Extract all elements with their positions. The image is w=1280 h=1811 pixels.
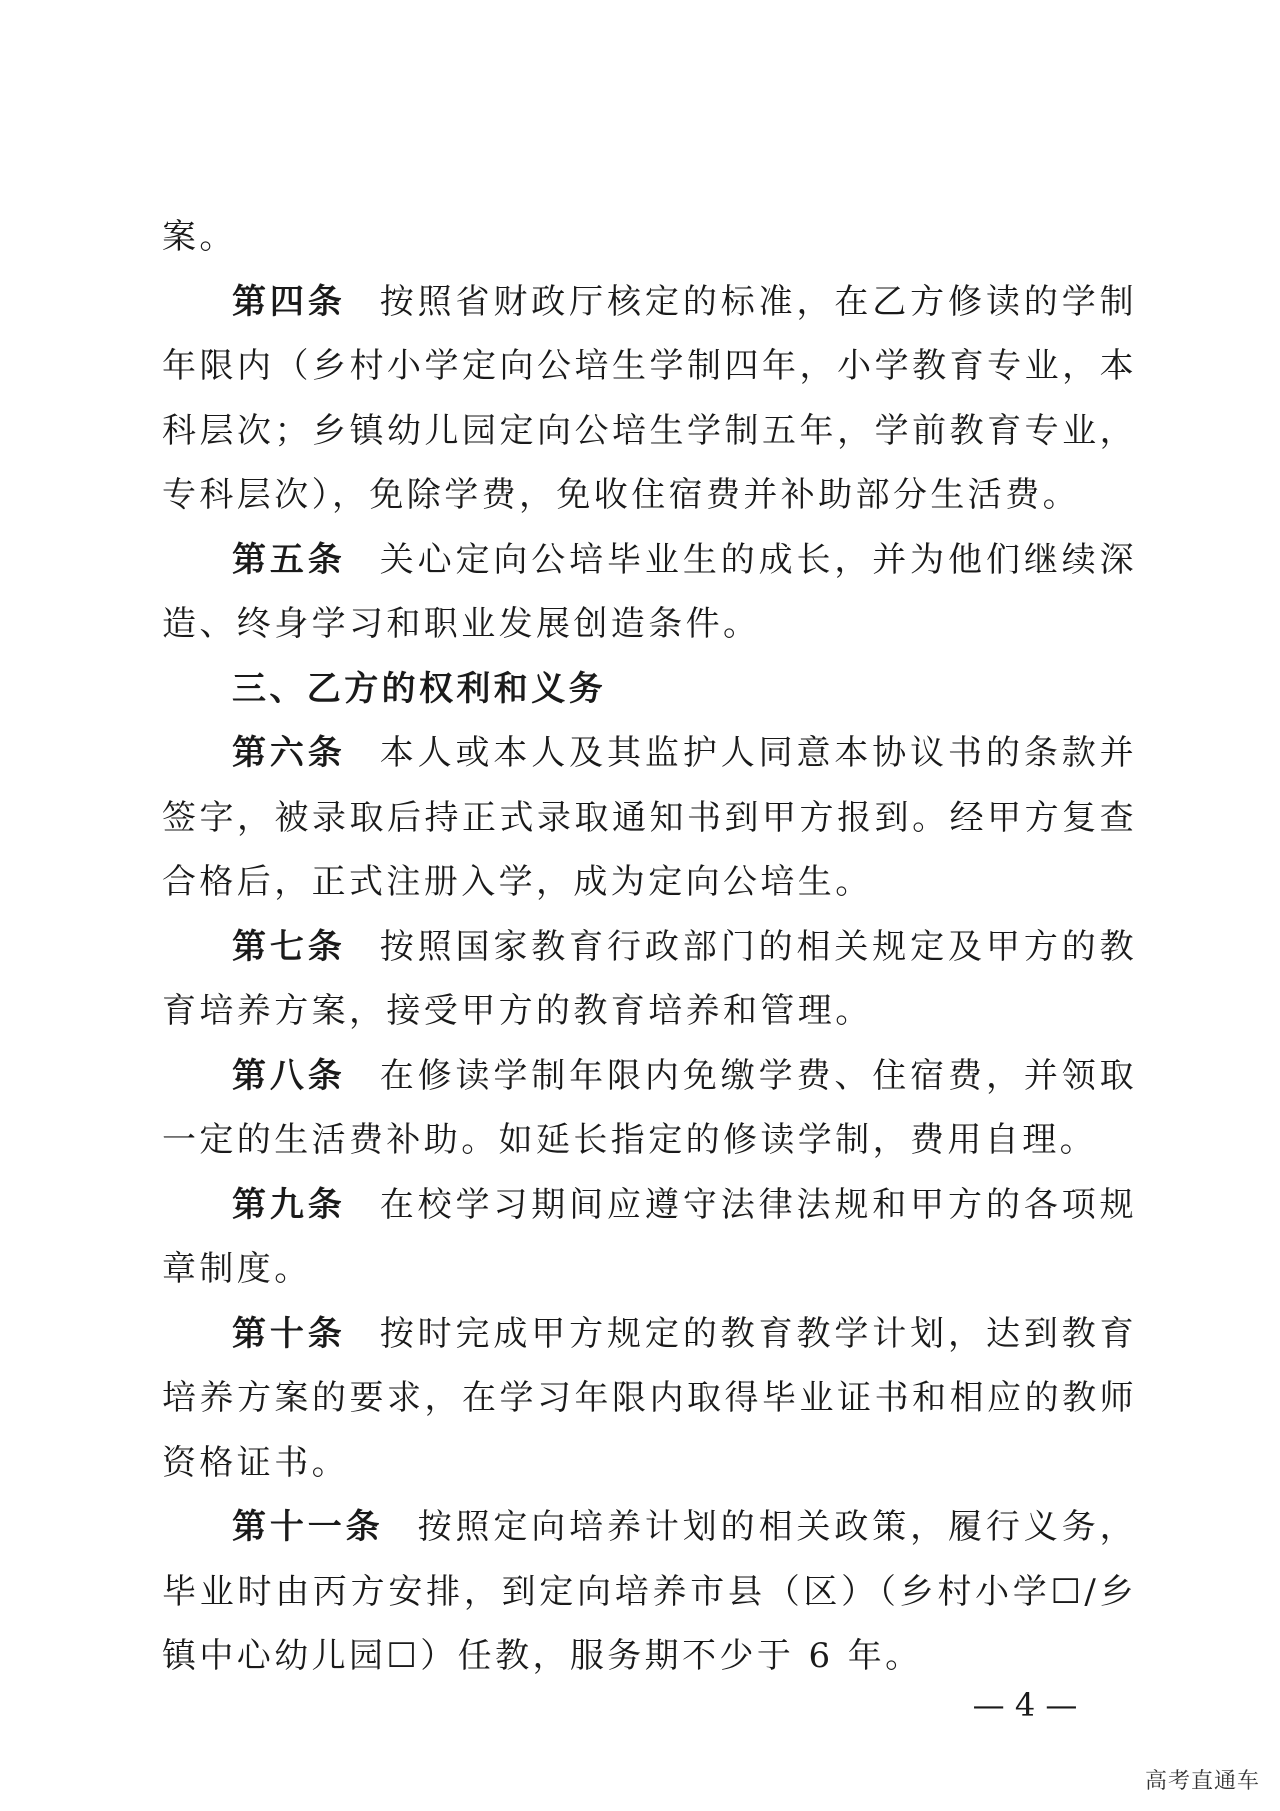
document-body: [162, 205, 1137, 1689]
article-text: 按照省财政厅核定的标准，在乙方修读的学制年限内（乡村小学定向公培生学制四年，小学教育专业，本科层次；乡镇幼儿园定向公培生学制五年，学前教育专业，专科层次），免除学费，免收住宿费并补助部分生活费。: [162, 281, 1138, 515]
article-number: 第五条: [232, 539, 346, 580]
article-4: [162, 270, 1137, 528]
watermark-text: 高考直通车: [1144, 1769, 1260, 1794]
article-text: 在修读学制年限内免缴学费、住宿费，并领取一定的生活费补助。如延长指定的修读学制，费用自理。: [162, 1055, 1138, 1160]
article-11: [162, 1495, 1137, 1689]
article-9: [162, 1173, 1137, 1302]
article-number: 第十一条: [232, 1507, 384, 1547]
article-number: 第六条: [232, 733, 346, 773]
article-number: 第八条: [232, 1055, 346, 1096]
article-text: 按照定向培养计划的相关政策，履行义务，毕业时由丙方安排，到定向培养市县（区）（乡村小学☐/乡镇中心幼儿园☐）任教，服务期不少于 6 年。: [162, 1507, 1137, 1676]
article-text: 在校学习期间应遵守法律法规和甲方的各项规章制度。: [162, 1184, 1138, 1289]
article-text: 关心定向公培毕业生的成长，并为他们继续深造、终身学习和职业发展创造条件。: [162, 539, 1138, 644]
article-text: 按照国家教育行政部门的相关规定及甲方的教育培养方案，接受甲方的教育培养和管理。: [162, 926, 1138, 1031]
article-number: 第九条: [232, 1184, 346, 1225]
article-6: [162, 721, 1137, 915]
article-7: [162, 915, 1137, 1044]
section-heading: 三、乙方的权利和义务: [232, 668, 606, 709]
article-number: 第十条: [232, 1313, 346, 1354]
article-text: 本人或本人及其监护人同意本协议书的条款并签字，被录取后持正式录取通知书到甲方报到。经甲方复查合格后，正式注册入学，成为定向公培生。: [162, 733, 1138, 902]
article-number: 第七条: [232, 926, 346, 967]
article-8: [162, 1044, 1137, 1173]
article-10: [162, 1302, 1137, 1496]
article-number: 第四条: [232, 281, 346, 322]
article-text: 按时完成甲方规定的教育教学计划，达到教育培养方案的要求，在学习年限内取得毕业证书和相应的教师资格证书。: [162, 1313, 1138, 1483]
page-number: — 4 —: [972, 1686, 1078, 1724]
continuation-text: 案。: [162, 217, 237, 257]
article-5: [162, 528, 1137, 657]
